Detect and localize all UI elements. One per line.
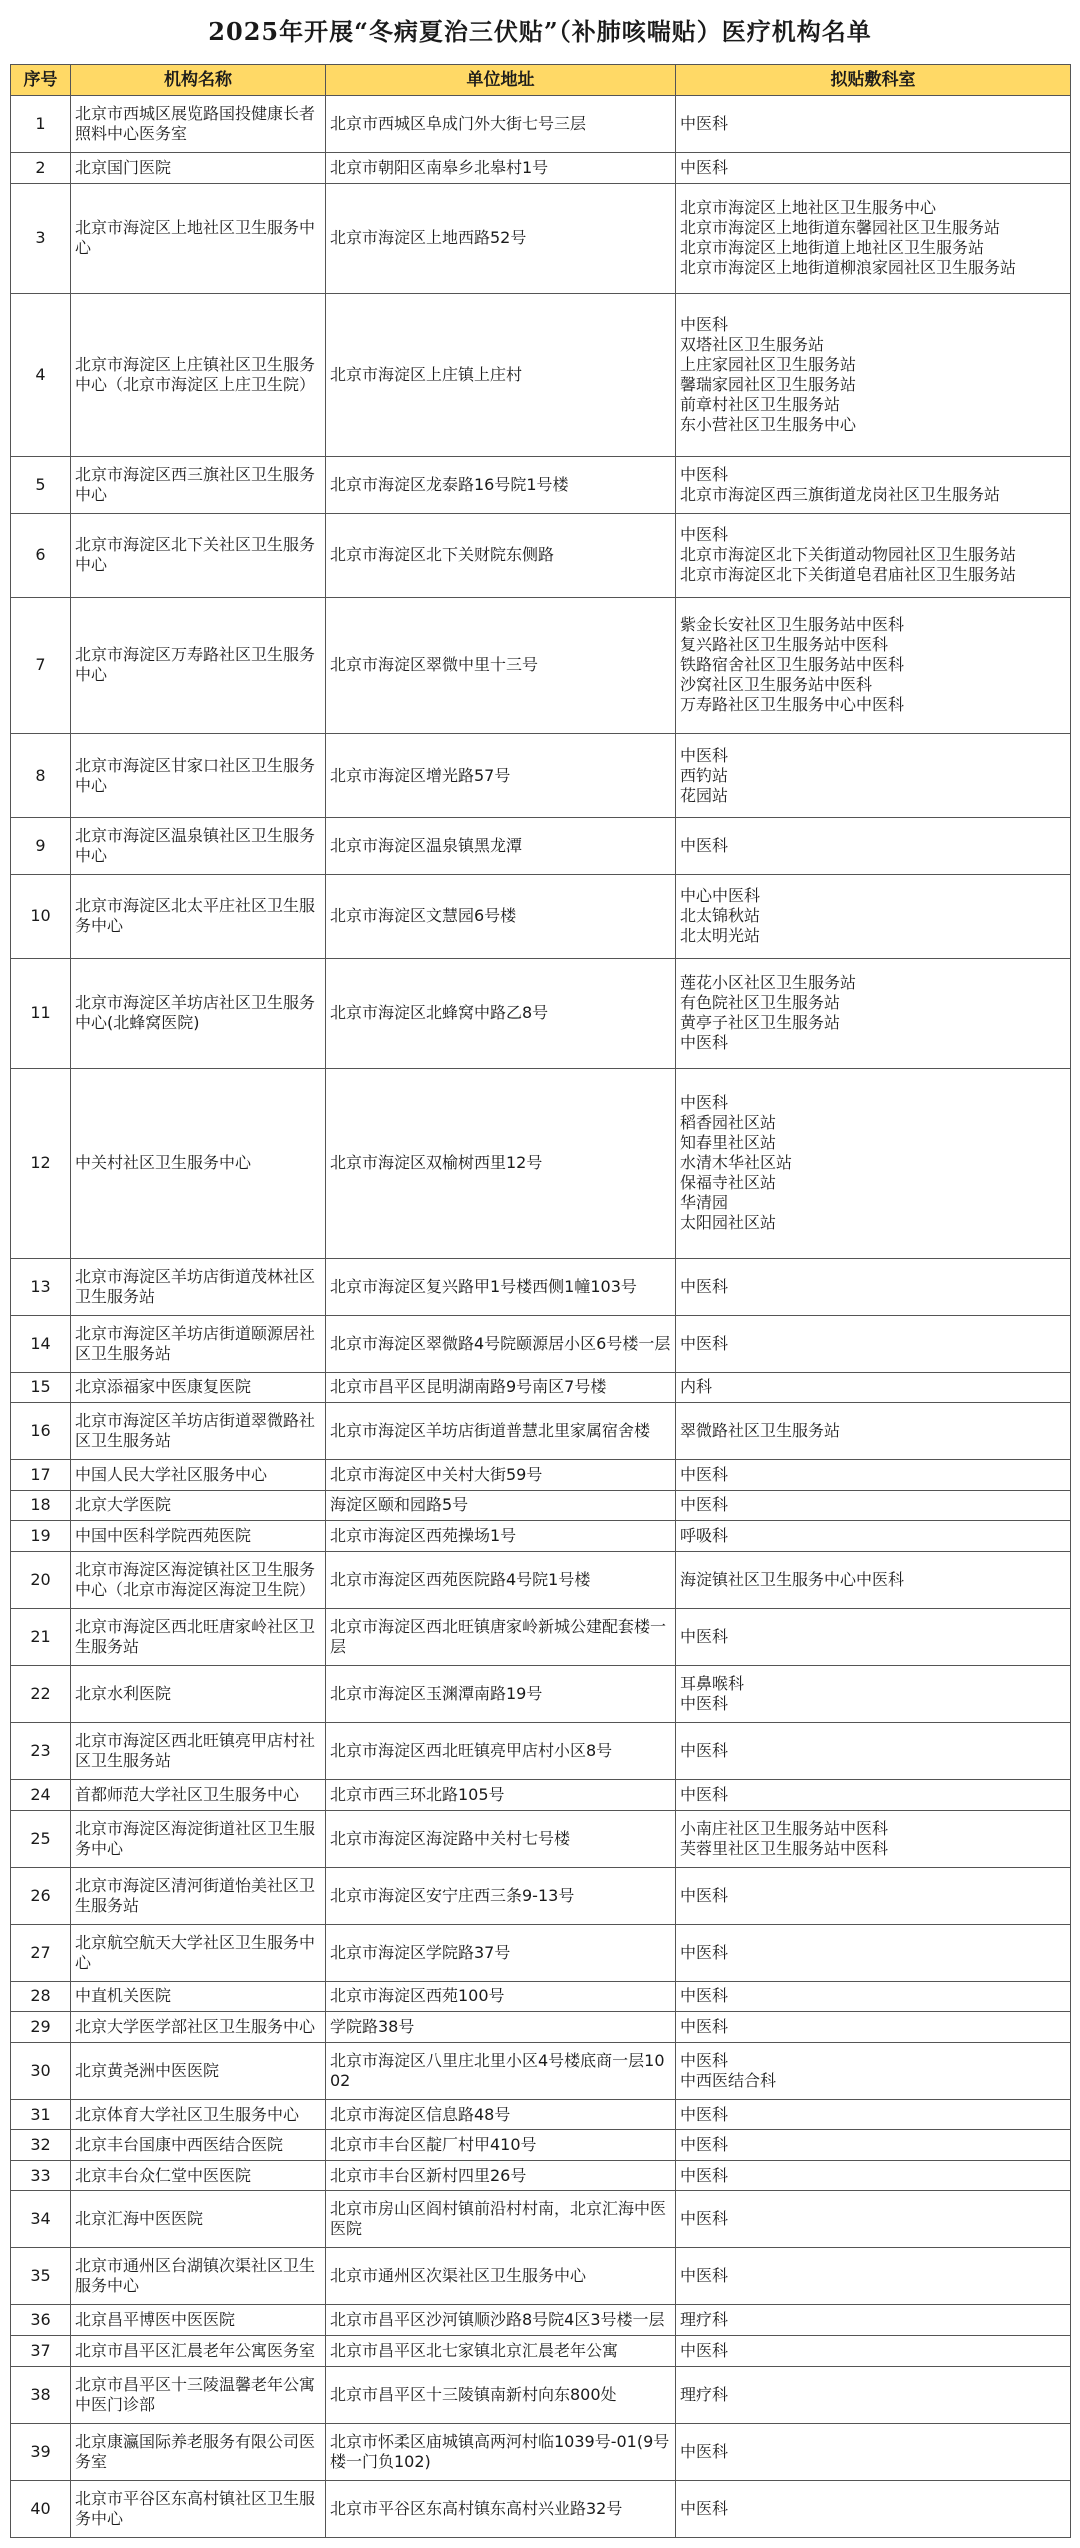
institution-address: 北京市海淀区北下关财院东侧路 (326, 514, 676, 598)
row-number: 38 (11, 2366, 71, 2423)
department-item: 北京市海淀区上地社区卫生服务中心 (680, 198, 937, 218)
department-item: 北太锦秋站 (680, 906, 761, 926)
institution-name: 北京添福家中医康复医院 (71, 1372, 326, 1403)
department-cell (676, 817, 1071, 874)
institution-name: 北京市海淀区羊坊店街道翠微路社区卫生服务站 (71, 1403, 326, 1460)
department-cell (676, 2366, 1071, 2423)
row-number: 34 (11, 2191, 71, 2248)
department-item: 中医科 (680, 1276, 729, 1296)
table-row (11, 2042, 1071, 2099)
department-cell (676, 2012, 1071, 2043)
row-number: 39 (11, 2423, 71, 2480)
department-cell (676, 2042, 1071, 2099)
department-item: 复兴路社区卫生服务站中医科 (680, 635, 889, 655)
department-cell (676, 1068, 1071, 1258)
institution-address: 北京市海淀区玉渊潭南路19号 (326, 1665, 676, 1722)
department-item: 中医科 (680, 1693, 729, 1713)
department-cell (676, 2423, 1071, 2480)
department-cell (676, 183, 1071, 293)
institution-name: 北京市海淀区上庄镇社区卫生服务中心（北京市海淀区上庄卫生院） (71, 293, 326, 456)
department-item: 呼吸科 (680, 1526, 729, 1545)
institution-address: 北京市朝阳区南皋乡北皋村1号 (326, 153, 676, 184)
department-cell (676, 2130, 1071, 2161)
department-item: 翠微路社区卫生服务站 (680, 1421, 841, 1441)
document-title: 2025年开展“冬病夏治三伏贴”（补肺咳喘贴）医疗机构名单 (208, 17, 872, 46)
department-item: 紫金长安社区卫生服务站中医科 (680, 615, 905, 635)
table-row (11, 2480, 1071, 2537)
institution-name: 北京市海淀区羊坊店街道颐源居社区卫生服务站 (71, 1315, 326, 1372)
department-item: 中医科 (680, 1093, 729, 1113)
institution-address: 北京市西三环北路105号 (326, 1780, 676, 1811)
table-row (11, 1258, 1071, 1315)
department-cell (676, 1981, 1071, 2012)
table-row (11, 1460, 1071, 1491)
institution-name: 北京丰台众仁堂中医医院 (71, 2160, 326, 2191)
department-item: 中西医结合科 (680, 2070, 777, 2090)
institution-address: 北京市平谷区东高村镇东高村兴业路32号 (326, 2480, 676, 2537)
department-item: 中医科 (680, 157, 729, 177)
department-item: 中医科 (680, 2165, 729, 2185)
header-name: 机构名称 (71, 65, 326, 96)
table-body (11, 96, 1071, 2538)
institution-name: 北京市海淀区西三旗社区卫生服务中心 (71, 456, 326, 513)
table-row (11, 2130, 1071, 2161)
department-item: 铁路宿舍社区卫生服务站中医科 (680, 655, 905, 675)
department-item: 沙窝社区卫生服务站中医科 (680, 675, 873, 695)
department-item: 万寿路社区卫生服务中心中医科 (680, 695, 905, 715)
table-row (11, 183, 1071, 293)
row-number: 31 (11, 2099, 71, 2130)
department-cell (676, 1551, 1071, 1608)
institution-name: 北京市海淀区温泉镇社区卫生服务中心 (71, 817, 326, 874)
table-row (11, 1403, 1071, 1460)
institution-name: 北京市海淀区羊坊店街道茂林社区卫生服务站 (71, 1258, 326, 1315)
institution-name: 北京汇海中医医院 (71, 2191, 326, 2248)
table-row (11, 1665, 1071, 1722)
institution-name: 北京大学医院 (71, 1490, 326, 1521)
table-row (11, 2423, 1071, 2480)
department-item: 耳鼻喉科 (680, 1673, 745, 1693)
department-cell (676, 456, 1071, 513)
institution-name: 北京市海淀区甘家口社区卫生服务中心 (71, 734, 326, 818)
department-item: 中医科 (680, 1784, 729, 1804)
department-cell (676, 1403, 1071, 1460)
department-cell (676, 734, 1071, 818)
institution-address: 北京市海淀区八里庄北里小区4号楼底商一层1002 (326, 2042, 676, 2099)
department-item: 中医科 (680, 114, 729, 134)
department-cell (676, 1608, 1071, 1665)
institution-address: 北京市海淀区龙泰路16号院1号楼 (326, 456, 676, 513)
row-number: 27 (11, 1924, 71, 1981)
row-number: 32 (11, 2130, 71, 2161)
row-number: 10 (11, 874, 71, 958)
department-item: 中医科 (680, 2209, 729, 2229)
institution-address: 北京市海淀区双榆树西里12号 (326, 1068, 676, 1258)
institution-name: 北京康瀛国际养老服务有限公司医务室 (71, 2423, 326, 2480)
institution-address: 北京市海淀区中关村大街59号 (326, 1460, 676, 1491)
table-row (11, 958, 1071, 1068)
row-number: 20 (11, 1551, 71, 1608)
department-item: 北京市海淀区北下关街道皂君庙社区卫生服务站 (680, 565, 1017, 585)
department-item: 中医科 (680, 2340, 729, 2360)
institution-name: 北京市海淀区海淀镇社区卫生服务中心（北京市海淀区海淀卫生院） (71, 1551, 326, 1608)
institution-address: 北京市昌平区北七家镇北京汇晨老年公寓 (326, 2336, 676, 2367)
institution-address: 北京市海淀区西苑医院路4号院1号楼 (326, 1551, 676, 1608)
department-item: 中医科 (680, 464, 729, 484)
row-number: 24 (11, 1780, 71, 1811)
institution-address: 北京市丰台区新村四里26号 (326, 2160, 676, 2191)
row-number: 14 (11, 1315, 71, 1372)
institution-name: 北京市昌平区汇晨老年公寓医务室 (71, 2336, 326, 2367)
department-item: 太阳园社区站 (680, 1213, 777, 1233)
department-item: 中医科 (680, 2441, 729, 2461)
department-cell (676, 597, 1071, 734)
institution-name: 北京市海淀区北下关社区卫生服务中心 (71, 514, 326, 598)
department-item: 小南庄社区卫生服务站中医科 (680, 1818, 889, 1838)
table-row (11, 153, 1071, 184)
institution-address: 海淀区颐和园路5号 (326, 1490, 676, 1521)
department-cell (676, 153, 1071, 184)
header-no: 序号 (11, 65, 71, 96)
institution-name: 北京市海淀区羊坊店社区卫生服务中心(北蜂窝医院) (71, 958, 326, 1068)
department-cell (676, 1315, 1071, 1372)
row-number: 40 (11, 2480, 71, 2537)
institution-address: 北京市海淀区西苑操场1号 (326, 1521, 676, 1552)
institution-name: 北京市海淀区西北旺唐家岭社区卫生服务站 (71, 1608, 326, 1665)
department-cell (676, 293, 1071, 456)
department-cell (676, 1372, 1071, 1403)
table-row (11, 2248, 1071, 2305)
department-item: 知春里社区站 (680, 1133, 777, 1153)
row-number: 25 (11, 1810, 71, 1867)
institution-name: 北京市海淀区海淀街道社区卫生服务中心 (71, 1810, 326, 1867)
department-item: 中医科 (680, 1740, 729, 1760)
department-item: 中医科 (680, 2498, 729, 2518)
header-address: 单位地址 (326, 65, 676, 96)
department-item: 芙蓉里社区卫生服务站中医科 (680, 1838, 889, 1858)
institution-name: 北京市海淀区清河街道怡美社区卫生服务站 (71, 1867, 326, 1924)
department-cell (676, 2248, 1071, 2305)
department-cell (676, 1810, 1071, 1867)
department-item: 双塔社区卫生服务站 (680, 334, 825, 354)
department-cell (676, 1924, 1071, 1981)
row-number: 3 (11, 183, 71, 293)
table-row (11, 96, 1071, 153)
department-cell (676, 1460, 1071, 1491)
department-cell (676, 514, 1071, 598)
institution-name: 北京丰台国康中西医结合医院 (71, 2130, 326, 2161)
row-number: 23 (11, 1722, 71, 1779)
institution-address: 北京市海淀区翠微路4号院颐源居小区6号楼一层 (326, 1315, 676, 1372)
department-item: 莲花小区社区卫生服务站 (680, 973, 857, 993)
institution-address: 北京市昌平区昆明湖南路9号南区7号楼 (326, 1372, 676, 1403)
row-number: 2 (11, 153, 71, 184)
table-row (11, 2366, 1071, 2423)
institution-address: 北京市海淀区安宁庄西三条9-13号 (326, 1867, 676, 1924)
table-row (11, 2099, 1071, 2130)
table-row (11, 1722, 1071, 1779)
department-item: 中医科 (680, 1942, 729, 1962)
department-cell (676, 2480, 1071, 2537)
table-row (11, 1068, 1071, 1258)
department-item: 中医科 (680, 1626, 729, 1646)
row-number: 33 (11, 2160, 71, 2191)
institution-address: 北京市海淀区上庄镇上庄村 (326, 293, 676, 456)
institution-name: 北京大学医学部社区卫生服务中心 (71, 2012, 326, 2043)
table-row (11, 1551, 1071, 1608)
row-number: 19 (11, 1521, 71, 1552)
institution-name: 北京市昌平区十三陵温馨老年公寓中医门诊部 (71, 2366, 326, 2423)
institution-name: 北京水利医院 (71, 1665, 326, 1722)
row-number: 28 (11, 1981, 71, 2012)
institution-name: 北京市海淀区万寿路社区卫生服务中心 (71, 597, 326, 734)
institution-name: 北京市通州区台湖镇次渠社区卫生服务中心 (71, 2248, 326, 2305)
department-item: 内科 (680, 1377, 713, 1397)
table-row (11, 2012, 1071, 2043)
institution-name: 北京体育大学社区卫生服务中心 (71, 2099, 326, 2130)
department-item: 东小营社区卫生服务中心 (680, 414, 857, 434)
department-item: 中医科 (680, 1885, 729, 1905)
row-number: 21 (11, 1608, 71, 1665)
department-item: 花园站 (680, 785, 729, 805)
department-cell (676, 2305, 1071, 2336)
department-item: 华清园 (680, 1193, 729, 1213)
department-cell (676, 2191, 1071, 2248)
department-cell (676, 2099, 1071, 2130)
institution-address: 北京市海淀区文慧园6号楼 (326, 874, 676, 958)
department-item: 馨瑞家园社区卫生服务站 (680, 374, 857, 394)
department-cell (676, 2336, 1071, 2367)
department-item: 上庄家园社区卫生服务站 (680, 354, 857, 374)
row-number: 5 (11, 456, 71, 513)
row-number: 26 (11, 1867, 71, 1924)
department-item: 稻香园社区站 (680, 1113, 777, 1133)
institution-address: 北京市昌平区沙河镇顺沙路8号院4区3号楼一层 (326, 2305, 676, 2336)
row-number: 22 (11, 1665, 71, 1722)
institution-name: 北京市海淀区北太平庄社区卫生服务中心 (71, 874, 326, 958)
institution-address: 北京市海淀区信息路48号 (326, 2099, 676, 2130)
institution-address: 北京市海淀区温泉镇黑龙潭 (326, 817, 676, 874)
row-number: 18 (11, 1490, 71, 1521)
department-item: 海淀镇社区卫生服务中心中医科 (680, 1569, 905, 1589)
row-number: 8 (11, 734, 71, 818)
department-cell (676, 874, 1071, 958)
institution-address: 北京市海淀区学院路37号 (326, 1924, 676, 1981)
row-number: 17 (11, 1460, 71, 1491)
department-cell (676, 2160, 1071, 2191)
institution-name: 北京航空航天大学社区卫生服务中心 (71, 1924, 326, 1981)
institution-address: 北京市通州区次渠社区卫生服务中心 (326, 2248, 676, 2305)
institution-address: 北京市怀柔区庙城镇高两河村临1039号-01(9号楼一门负102) (326, 2423, 676, 2480)
table-row (11, 597, 1071, 734)
institution-name: 首都师范大学社区卫生服务中心 (71, 1780, 326, 1811)
department-item: 中医科 (680, 1333, 729, 1353)
institution-name: 北京市西城区展览路国投健康长者照料中心医务室 (71, 96, 326, 153)
department-cell (676, 1521, 1071, 1552)
institution-address: 北京市海淀区增光路57号 (326, 734, 676, 818)
institution-name: 北京市海淀区西北旺镇亮甲店村社区卫生服务站 (71, 1722, 326, 1779)
institution-name: 中关村社区卫生服务中心 (71, 1068, 326, 1258)
institution-address: 北京市海淀区北蜂窝中路乙8号 (326, 958, 676, 1068)
department-item: 中医科 (680, 1986, 729, 2006)
row-number: 11 (11, 958, 71, 1068)
department-item: 中医科 (680, 1495, 729, 1515)
department-item: 北京市海淀区上地街道上地社区卫生服务站 (680, 238, 985, 258)
institution-address: 北京市海淀区羊坊店街道普慧北里家属宿舍楼 (326, 1403, 676, 1460)
department-item: 北京市海淀区北下关街道动物园社区卫生服务站 (680, 545, 1017, 565)
department-item: 中医科 (680, 2050, 729, 2070)
row-number: 9 (11, 817, 71, 874)
table-row (11, 1924, 1071, 1981)
institution-address: 北京市海淀区翠微中里十三号 (326, 597, 676, 734)
department-item: 中医科 (680, 835, 729, 855)
department-item: 北京市海淀区上地街道东馨园社区卫生服务站 (680, 218, 1001, 238)
table-row (11, 874, 1071, 958)
institution-address: 北京市西城区阜成门外大街七号三层 (326, 96, 676, 153)
row-number: 29 (11, 2012, 71, 2043)
department-item: 中医科 (680, 1464, 729, 1484)
row-number: 35 (11, 2248, 71, 2305)
department-cell (676, 1867, 1071, 1924)
header-dept: 拟贴敷科室 (676, 65, 1071, 96)
table-row (11, 456, 1071, 513)
row-number: 1 (11, 96, 71, 153)
row-number: 4 (11, 293, 71, 456)
table-row (11, 1372, 1071, 1403)
institution-address: 北京市海淀区西北旺镇唐家岭新城公建配套楼一层 (326, 1608, 676, 1665)
department-cell (676, 1722, 1071, 1779)
department-cell (676, 1665, 1071, 1722)
department-item: 保福寺社区站 (680, 1173, 777, 1193)
table-row (11, 1521, 1071, 1552)
table-header (11, 65, 1071, 96)
row-number: 15 (11, 1372, 71, 1403)
institution-name: 中国人民大学社区服务中心 (71, 1460, 326, 1491)
institution-name: 北京黄尧洲中医医院 (71, 2042, 326, 2099)
department-item: 中医科 (680, 525, 729, 545)
table-row (11, 2305, 1071, 2336)
department-item: 中心中医科 (680, 886, 761, 906)
row-number: 16 (11, 1403, 71, 1460)
institution-address: 学院路38号 (326, 2012, 676, 2043)
table-row (11, 1608, 1071, 1665)
department-item: 理疗科 (680, 2384, 729, 2404)
table-row (11, 2191, 1071, 2248)
row-number: 30 (11, 2042, 71, 2099)
table-row (11, 293, 1071, 456)
institution-name: 北京市平谷区东高村镇社区卫生服务中心 (71, 2480, 326, 2537)
table-row (11, 514, 1071, 598)
department-item: 中医科 (680, 745, 729, 765)
institution-address: 北京市昌平区十三陵镇南新村向东800处 (326, 2366, 676, 2423)
department-item: 中医科 (680, 2016, 729, 2036)
institution-table (10, 64, 1071, 2538)
table-row (11, 734, 1071, 818)
institution-address: 北京市海淀区西北旺镇亮甲店村小区8号 (326, 1722, 676, 1779)
table-row (11, 2160, 1071, 2191)
department-item: 北京市海淀区西三旗街道龙岗社区卫生服务站 (680, 484, 1001, 504)
institution-address: 北京市丰台区靛厂村甲410号 (326, 2130, 676, 2161)
department-item: 中医科 (680, 2266, 729, 2286)
department-item: 中医科 (680, 2135, 729, 2155)
header-row (11, 65, 1071, 96)
row-number: 36 (11, 2305, 71, 2336)
row-number: 7 (11, 597, 71, 734)
institution-name: 北京市海淀区上地社区卫生服务中心 (71, 183, 326, 293)
department-item: 中医科 (680, 314, 729, 334)
institution-address: 北京市海淀区复兴路甲1号楼西侧1幢103号 (326, 1258, 676, 1315)
department-item: 中医科 (680, 2104, 729, 2124)
institution-address: 北京市海淀区上地西路52号 (326, 183, 676, 293)
department-item: 北京市海淀区上地街道柳浪家园社区卫生服务站 (680, 258, 1017, 278)
institution-address: 北京市海淀区西苑100号 (326, 1981, 676, 2012)
table-row (11, 1867, 1071, 1924)
row-number: 6 (11, 514, 71, 598)
row-number: 37 (11, 2336, 71, 2367)
table-row (11, 2336, 1071, 2367)
department-cell (676, 1490, 1071, 1521)
table-row (11, 1780, 1071, 1811)
row-number: 12 (11, 1068, 71, 1258)
institution-name: 中直机关医院 (71, 1981, 326, 2012)
table-row (11, 817, 1071, 874)
department-item: 前章村社区卫生服务站 (680, 394, 841, 414)
department-cell (676, 958, 1071, 1068)
department-cell (676, 96, 1071, 153)
department-item: 西钓站 (680, 765, 729, 785)
department-item: 北太明光站 (680, 926, 761, 946)
table-row (11, 1810, 1071, 1867)
department-item: 水清木华社区站 (680, 1153, 793, 1173)
institution-address: 北京市房山区阎村镇前沿村村南，北京汇海中医医院 (326, 2191, 676, 2248)
institution-name: 北京昌平博医中医医院 (71, 2305, 326, 2336)
table-row (11, 1981, 1071, 2012)
institution-address: 北京市海淀区海淀路中关村七号楼 (326, 1810, 676, 1867)
department-cell (676, 1258, 1071, 1315)
institution-name: 中国中医科学院西苑医院 (71, 1521, 326, 1552)
table-row (11, 1315, 1071, 1372)
department-cell (676, 1780, 1071, 1811)
department-item: 中医科 (680, 1033, 729, 1053)
table-row (11, 1490, 1071, 1521)
department-item: 黄亭子社区卫生服务站 (680, 1013, 841, 1033)
row-number: 13 (11, 1258, 71, 1315)
institution-name: 北京国门医院 (71, 153, 326, 184)
department-item: 理疗科 (680, 2310, 729, 2330)
department-item: 有色院社区卫生服务站 (680, 993, 841, 1013)
